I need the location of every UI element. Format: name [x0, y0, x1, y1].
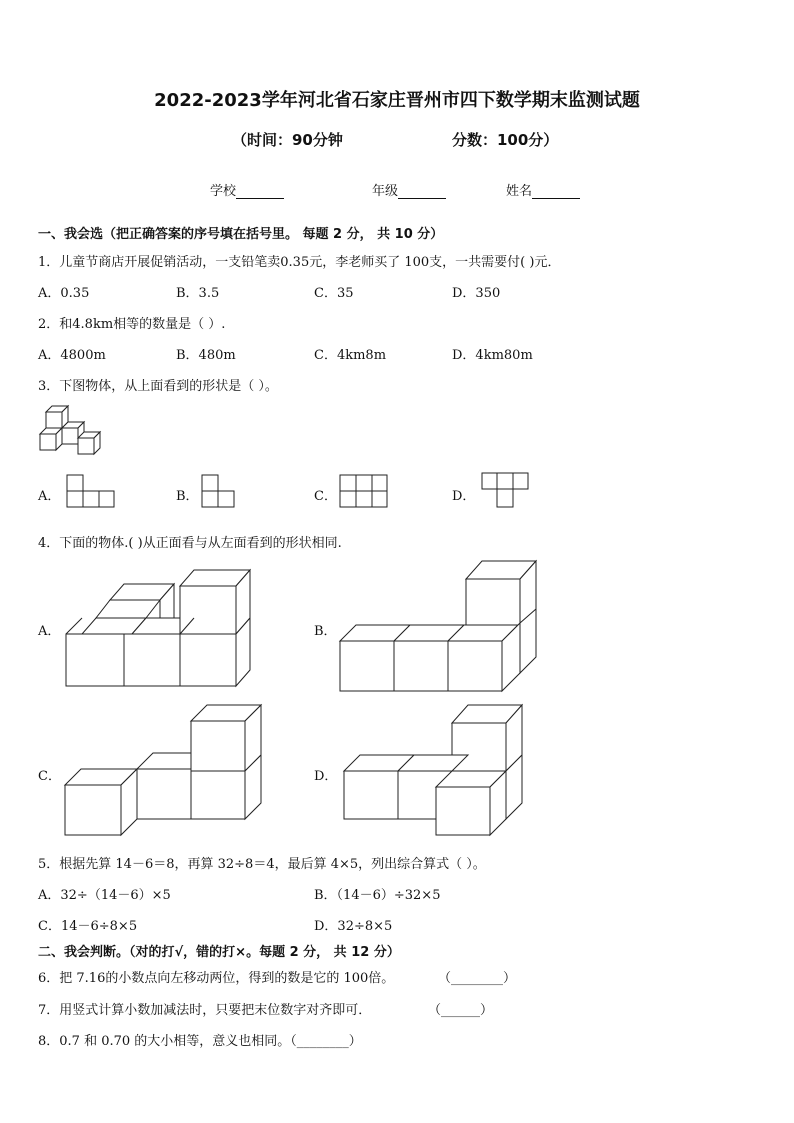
grade-label: 年级 — [372, 184, 399, 199]
q2-option-a[interactable]: A．4800m — [38, 348, 106, 363]
name-label: 姓名 — [506, 184, 533, 199]
q4-option-b[interactable]: B． — [314, 624, 337, 639]
q3-option-a[interactable]: A． — [38, 489, 61, 504]
school-field[interactable] — [210, 180, 284, 199]
q4-option-b-figure — [340, 561, 540, 693]
name-field[interactable] — [506, 180, 580, 199]
q4-option-c[interactable]: C． — [38, 769, 61, 784]
q1-option-d[interactable]: D．350 — [452, 286, 501, 301]
q1-option-a[interactable]: A．0.35 — [38, 286, 90, 301]
q2-option-c[interactable]: C．4km8m — [314, 348, 387, 363]
question-8[interactable]: 8．0.7 和 0.70 的大小相等，意义也相同。（________） — [38, 1034, 362, 1049]
q3-option-d-figure — [481, 472, 531, 510]
section-1-heading: 一、我会选（把正确答案的序号填在括号里。 每题 2 分， 共 10 分） — [38, 227, 444, 242]
school-blank[interactable] — [236, 184, 284, 199]
q5-option-c[interactable]: C．14－6÷8×5 — [38, 919, 138, 934]
q3-option-b-figure — [201, 474, 237, 510]
question-4: 4．下面的物体.( )从正面看与从左面看到的形状相同. — [38, 536, 342, 551]
section-2-heading: 二、我会判断。（对的打√，错的打×。每题 2 分， 共 12 分） — [38, 945, 400, 960]
q5-option-a[interactable]: A．32÷（14－6）×5 — [38, 888, 171, 903]
q7-answer-blank[interactable]: （______） — [428, 1003, 494, 1018]
q1-option-c[interactable]: C．35 — [314, 286, 354, 301]
q3-option-a-figure — [66, 474, 116, 510]
question-2: 2．和4.8km相等的数量是（ ）. — [38, 317, 226, 332]
q3-option-c-figure — [339, 474, 389, 510]
question-5: 5．根据先算 14－6＝8，再算 32÷8＝4，最后算 4×5，列出综合算式（ ）。 — [38, 857, 486, 872]
q3-option-d[interactable]: D． — [452, 489, 476, 504]
q4-option-c-figure — [65, 705, 265, 837]
name-blank[interactable] — [532, 184, 580, 199]
question-6: 6．把 7.16的小数点向左移动两位，得到的数是它的 100倍。 — [38, 971, 395, 986]
grade-blank[interactable] — [398, 184, 446, 199]
question-3: 3．下图物体，从上面看到的形状是（ ）。 — [38, 379, 278, 394]
page-title: 2022-2023学年河北省石家庄晋州市四下数学期末监测试题 — [154, 90, 640, 111]
q6-answer-blank[interactable]: （________） — [438, 971, 517, 986]
q5-option-b[interactable]: B．（14－6）÷32×5 — [314, 888, 441, 903]
q3-option-c[interactable]: C． — [314, 489, 337, 504]
school-label: 学校 — [210, 184, 237, 199]
question-7: 7．用竖式计算小数加减法时，只要把末位数字对齐即可． — [38, 1003, 372, 1018]
question-1: 1．儿童节商店开展促销活动，一支铅笔卖0.35元，李老师买了 100支，一共需要付( )元． — [38, 255, 561, 270]
q5-option-d[interactable]: D．32÷8×5 — [314, 919, 393, 934]
q3-cube-figure — [38, 404, 108, 456]
exam-time: （时间：90分钟 — [232, 131, 343, 149]
q1-option-b[interactable]: B．3.5 — [176, 286, 220, 301]
exam-score: 分数：100分） — [452, 131, 559, 149]
q4-option-d-figure — [344, 705, 526, 837]
q4-option-a-figure — [66, 570, 256, 688]
grade-field[interactable] — [372, 180, 446, 199]
q2-option-b[interactable]: B．480m — [176, 348, 236, 363]
q4-option-d[interactable]: D． — [314, 769, 338, 784]
q4-option-a[interactable]: A． — [38, 624, 61, 639]
q3-option-b[interactable]: B． — [176, 489, 199, 504]
q2-option-d[interactable]: D．4km80m — [452, 348, 533, 363]
